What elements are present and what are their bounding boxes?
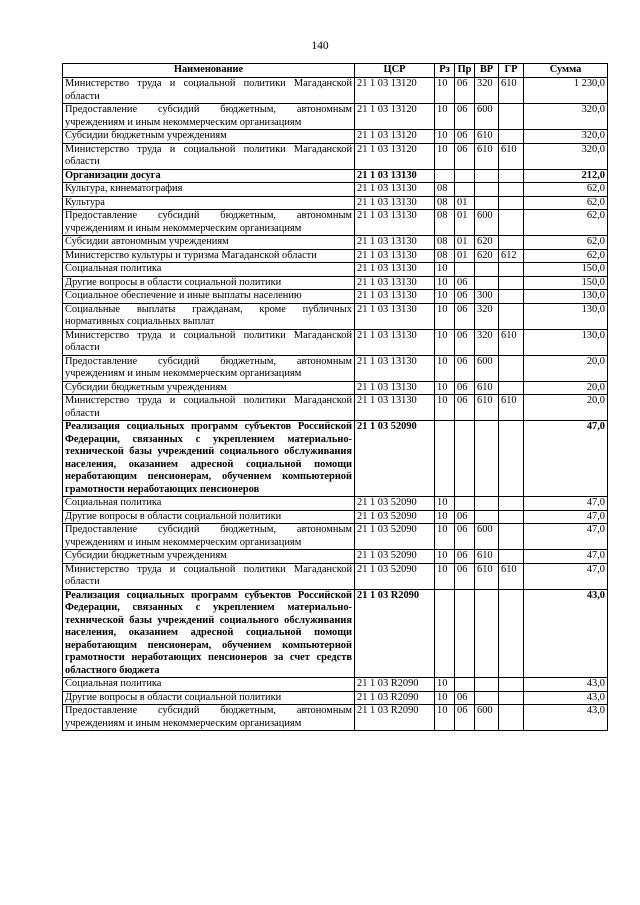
cell-sum: 62,0	[524, 183, 608, 197]
cell-pr: 06	[455, 355, 475, 381]
table-header-row	[63, 64, 608, 78]
cell-gr	[499, 589, 524, 678]
cell-rz: 08	[435, 236, 455, 250]
cell-rz: 10	[435, 104, 455, 130]
cell-name: Предоставление субсидий бюджетным, автономным учреждениям и иным некоммерческим организациям	[63, 705, 355, 731]
cell-sum: 20,0	[524, 395, 608, 421]
cell-pr: 06	[455, 78, 475, 104]
cell-vr: 320	[475, 329, 499, 355]
cell-sum: 62,0	[524, 196, 608, 210]
cell-rz: 08	[435, 210, 455, 236]
cell-name: Культура	[63, 196, 355, 210]
cell-rz: 08	[435, 249, 455, 263]
cell-csr: 21 1 03 13130	[355, 196, 435, 210]
cell-sum: 62,0	[524, 236, 608, 250]
table-row	[63, 276, 608, 290]
cell-vr: 600	[475, 104, 499, 130]
table-row	[63, 130, 608, 144]
cell-name: Социальная политика	[63, 678, 355, 692]
cell-rz: 10	[435, 550, 455, 564]
cell-gr	[499, 381, 524, 395]
cell-rz: 10	[435, 263, 455, 277]
budget-table	[62, 63, 608, 731]
cell-vr	[475, 263, 499, 277]
cell-rz: 08	[435, 196, 455, 210]
cell-gr	[499, 678, 524, 692]
cell-vr: 610	[475, 563, 499, 589]
cell-vr	[475, 183, 499, 197]
cell-gr	[499, 421, 524, 497]
table-row	[63, 263, 608, 277]
cell-gr	[499, 510, 524, 524]
cell-vr: 320	[475, 303, 499, 329]
cell-rz: 10	[435, 276, 455, 290]
cell-vr: 620	[475, 249, 499, 263]
cell-rz	[435, 589, 455, 678]
cell-vr	[475, 196, 499, 210]
table-row	[63, 210, 608, 236]
cell-pr: 01	[455, 210, 475, 236]
cell-gr: 610	[499, 329, 524, 355]
cell-rz: 10	[435, 355, 455, 381]
cell-csr: 21 1 03 52090	[355, 497, 435, 511]
cell-rz: 10	[435, 678, 455, 692]
cell-vr	[475, 276, 499, 290]
cell-rz: 10	[435, 691, 455, 705]
cell-csr: 21 1 03 13130	[355, 236, 435, 250]
cell-csr: 21 1 03 52090	[355, 510, 435, 524]
cell-pr: 06	[455, 130, 475, 144]
cell-gr	[499, 497, 524, 511]
cell-csr: 21 1 03 52090	[355, 421, 435, 497]
cell-csr: 21 1 03 13120	[355, 130, 435, 144]
table-row	[63, 249, 608, 263]
cell-pr	[455, 183, 475, 197]
cell-csr: 21 1 03 13130	[355, 290, 435, 304]
cell-name: Министерство труда и социальной политики Магаданской области	[63, 395, 355, 421]
cell-csr: 21 1 03 52090	[355, 524, 435, 550]
cell-sum: 62,0	[524, 210, 608, 236]
cell-gr	[499, 705, 524, 731]
cell-sum: 150,0	[524, 276, 608, 290]
cell-vr	[475, 589, 499, 678]
cell-gr	[499, 169, 524, 183]
cell-pr: 06	[455, 104, 475, 130]
cell-csr: 21 1 03 13130	[355, 249, 435, 263]
cell-rz: 10	[435, 143, 455, 169]
cell-pr: 06	[455, 524, 475, 550]
cell-name: Субсидии бюджетным учреждениям	[63, 381, 355, 395]
cell-vr: 300	[475, 290, 499, 304]
cell-pr: 06	[455, 510, 475, 524]
cell-csr: 21 1 03 52090	[355, 550, 435, 564]
cell-rz: 10	[435, 381, 455, 395]
cell-name: Субсидии бюджетным учреждениям	[63, 550, 355, 564]
cell-csr: 21 1 03 13130	[355, 276, 435, 290]
cell-rz	[435, 169, 455, 183]
cell-pr: 01	[455, 196, 475, 210]
cell-gr	[499, 183, 524, 197]
cell-vr	[475, 169, 499, 183]
cell-pr: 06	[455, 290, 475, 304]
table-row	[63, 303, 608, 329]
cell-pr: 06	[455, 381, 475, 395]
cell-rz: 10	[435, 290, 455, 304]
cell-csr: 21 1 03 13130	[355, 395, 435, 421]
header-sum: Сумма	[524, 64, 608, 78]
cell-vr: 600	[475, 210, 499, 236]
cell-gr	[499, 550, 524, 564]
cell-sum: 43,0	[524, 678, 608, 692]
cell-sum: 150,0	[524, 263, 608, 277]
cell-name: Министерство труда и социальной политики Магаданской области	[63, 143, 355, 169]
header-pr: Пр	[455, 64, 475, 78]
table-body	[63, 78, 608, 731]
header-rz: Рз	[435, 64, 455, 78]
cell-pr: 06	[455, 329, 475, 355]
cell-gr	[499, 104, 524, 130]
table-row	[63, 589, 608, 678]
table-row	[63, 183, 608, 197]
cell-sum: 47,0	[524, 563, 608, 589]
cell-vr: 610	[475, 381, 499, 395]
cell-csr: 21 1 03 13130	[355, 169, 435, 183]
table-row	[63, 290, 608, 304]
table-row	[63, 395, 608, 421]
table-row	[63, 497, 608, 511]
cell-sum: 130,0	[524, 303, 608, 329]
cell-vr	[475, 691, 499, 705]
cell-csr: 21 1 03 R2090	[355, 678, 435, 692]
table-row	[63, 691, 608, 705]
cell-csr: 21 1 03 13120	[355, 143, 435, 169]
cell-sum: 320,0	[524, 104, 608, 130]
cell-csr: 21 1 03 13130	[355, 183, 435, 197]
cell-pr	[455, 169, 475, 183]
cell-rz: 10	[435, 303, 455, 329]
cell-gr	[499, 691, 524, 705]
cell-pr: 06	[455, 395, 475, 421]
cell-rz	[435, 421, 455, 497]
cell-vr	[475, 421, 499, 497]
cell-sum: 47,0	[524, 497, 608, 511]
cell-vr: 600	[475, 705, 499, 731]
table-row	[63, 78, 608, 104]
table-row	[63, 236, 608, 250]
cell-rz: 10	[435, 705, 455, 731]
cell-csr: 21 1 03 13120	[355, 104, 435, 130]
cell-csr: 21 1 03 52090	[355, 563, 435, 589]
cell-rz: 08	[435, 183, 455, 197]
cell-gr	[499, 130, 524, 144]
cell-name: Предоставление субсидий бюджетным, автономным учреждениям и иным некоммерческим организациям	[63, 355, 355, 381]
cell-name: Другие вопросы в области социальной политики	[63, 691, 355, 705]
header-name: Наименование	[63, 64, 355, 78]
cell-name: Субсидии автономным учреждениям	[63, 236, 355, 250]
cell-pr: 06	[455, 705, 475, 731]
cell-pr: 06	[455, 691, 475, 705]
cell-pr: 01	[455, 249, 475, 263]
cell-name: Организации досуга	[63, 169, 355, 183]
table-row	[63, 421, 608, 497]
cell-csr: 21 1 03 13130	[355, 263, 435, 277]
cell-sum: 320,0	[524, 130, 608, 144]
header-csr: ЦСР	[355, 64, 435, 78]
table-row	[63, 143, 608, 169]
cell-sum: 47,0	[524, 550, 608, 564]
cell-name: Предоставление субсидий бюджетным, автономным учреждениям и иным некоммерческим организациям	[63, 104, 355, 130]
cell-pr	[455, 678, 475, 692]
cell-csr: 21 1 03 13130	[355, 210, 435, 236]
cell-rz: 10	[435, 524, 455, 550]
table-row	[63, 524, 608, 550]
table-row	[63, 705, 608, 731]
cell-gr	[499, 210, 524, 236]
cell-vr: 610	[475, 395, 499, 421]
cell-gr	[499, 290, 524, 304]
cell-sum: 43,0	[524, 691, 608, 705]
cell-sum: 47,0	[524, 421, 608, 497]
table-row	[63, 381, 608, 395]
cell-vr: 320	[475, 78, 499, 104]
cell-pr	[455, 263, 475, 277]
cell-name: Субсидии бюджетным учреждениям	[63, 130, 355, 144]
cell-rz: 10	[435, 329, 455, 355]
cell-gr	[499, 196, 524, 210]
cell-gr: 612	[499, 249, 524, 263]
cell-name: Министерство труда и социальной политики Магаданской области	[63, 78, 355, 104]
cell-name: Социальные выплаты гражданам, кроме публичных нормативных социальных выплат	[63, 303, 355, 329]
table-row	[63, 329, 608, 355]
cell-sum: 130,0	[524, 290, 608, 304]
cell-name: Социальное обеспечение и иные выплаты населению	[63, 290, 355, 304]
cell-name: Другие вопросы в области социальной политики	[63, 276, 355, 290]
cell-pr	[455, 497, 475, 511]
cell-rz: 10	[435, 395, 455, 421]
table-row	[63, 678, 608, 692]
cell-gr	[499, 524, 524, 550]
cell-sum: 47,0	[524, 510, 608, 524]
cell-name: Министерство труда и социальной политики Магаданской области	[63, 563, 355, 589]
cell-vr: 600	[475, 355, 499, 381]
cell-name: Другие вопросы в области социальной политики	[63, 510, 355, 524]
cell-gr	[499, 263, 524, 277]
cell-vr: 600	[475, 524, 499, 550]
cell-rz: 10	[435, 563, 455, 589]
cell-gr	[499, 276, 524, 290]
cell-name: Реализация социальных программ субъектов Российской Федерации, связанных с укреплением материально-технической базы учреждений социального обслуживания населения, оказанием адресной социальной помощи неработающим пенсионерам, обучением компьютерной грамотности неработающих пенсионеров за счет средств областного бюджета	[63, 589, 355, 678]
cell-vr	[475, 510, 499, 524]
page-number: 140	[311, 40, 329, 52]
cell-rz: 10	[435, 78, 455, 104]
cell-gr: 610	[499, 395, 524, 421]
cell-pr: 06	[455, 303, 475, 329]
cell-gr: 610	[499, 78, 524, 104]
header-gr: ГР	[499, 64, 524, 78]
cell-vr: 610	[475, 130, 499, 144]
cell-sum: 320,0	[524, 143, 608, 169]
table-row	[63, 104, 608, 130]
cell-sum: 212,0	[524, 169, 608, 183]
cell-name: Социальная политика	[63, 263, 355, 277]
cell-vr: 620	[475, 236, 499, 250]
cell-sum: 43,0	[524, 589, 608, 678]
cell-sum: 47,0	[524, 524, 608, 550]
cell-vr: 610	[475, 550, 499, 564]
table-row	[63, 550, 608, 564]
cell-csr: 21 1 03 R2090	[355, 691, 435, 705]
cell-name: Министерство культуры и туризма Магаданской области	[63, 249, 355, 263]
cell-gr: 610	[499, 563, 524, 589]
cell-pr	[455, 421, 475, 497]
cell-csr: 21 1 03 13130	[355, 303, 435, 329]
cell-vr	[475, 497, 499, 511]
cell-pr: 06	[455, 550, 475, 564]
cell-rz: 10	[435, 510, 455, 524]
cell-csr: 21 1 03 R2090	[355, 705, 435, 731]
cell-sum: 62,0	[524, 249, 608, 263]
cell-vr: 610	[475, 143, 499, 169]
header-vr: ВР	[475, 64, 499, 78]
cell-gr	[499, 303, 524, 329]
cell-pr: 06	[455, 276, 475, 290]
cell-name: Культура, кинематография	[63, 183, 355, 197]
table-row	[63, 563, 608, 589]
cell-csr: 21 1 03 13130	[355, 355, 435, 381]
cell-sum: 20,0	[524, 355, 608, 381]
table-row	[63, 355, 608, 381]
cell-pr	[455, 589, 475, 678]
cell-csr: 21 1 03 R2090	[355, 589, 435, 678]
cell-name: Предоставление субсидий бюджетным, автономным учреждениям и иным некоммерческим организациям	[63, 210, 355, 236]
cell-pr: 01	[455, 236, 475, 250]
table-row	[63, 510, 608, 524]
cell-pr: 06	[455, 563, 475, 589]
cell-sum: 1 230,0	[524, 78, 608, 104]
cell-rz: 10	[435, 130, 455, 144]
cell-name: Предоставление субсидий бюджетным, автономным учреждениям и иным некоммерческим организациям	[63, 524, 355, 550]
cell-gr	[499, 355, 524, 381]
cell-sum: 130,0	[524, 329, 608, 355]
cell-csr: 21 1 03 13120	[355, 78, 435, 104]
cell-csr: 21 1 03 13130	[355, 329, 435, 355]
cell-name: Министерство труда и социальной политики Магаданской области	[63, 329, 355, 355]
table-row	[63, 169, 608, 183]
cell-sum: 20,0	[524, 381, 608, 395]
cell-sum: 43,0	[524, 705, 608, 731]
cell-name: Реализация социальных программ субъектов Российской Федерации, связанных с укреплением материально-технической базы учреждений социального обслуживания населения, оказанием адресной социальной помощи неработающим пенсионерам, обучением компьютерной грамотности неработающих пенсионеров	[63, 421, 355, 497]
cell-gr	[499, 236, 524, 250]
cell-pr: 06	[455, 143, 475, 169]
cell-name: Социальная политика	[63, 497, 355, 511]
cell-rz: 10	[435, 497, 455, 511]
cell-vr	[475, 678, 499, 692]
table-row	[63, 196, 608, 210]
cell-gr: 610	[499, 143, 524, 169]
cell-csr: 21 1 03 13130	[355, 381, 435, 395]
